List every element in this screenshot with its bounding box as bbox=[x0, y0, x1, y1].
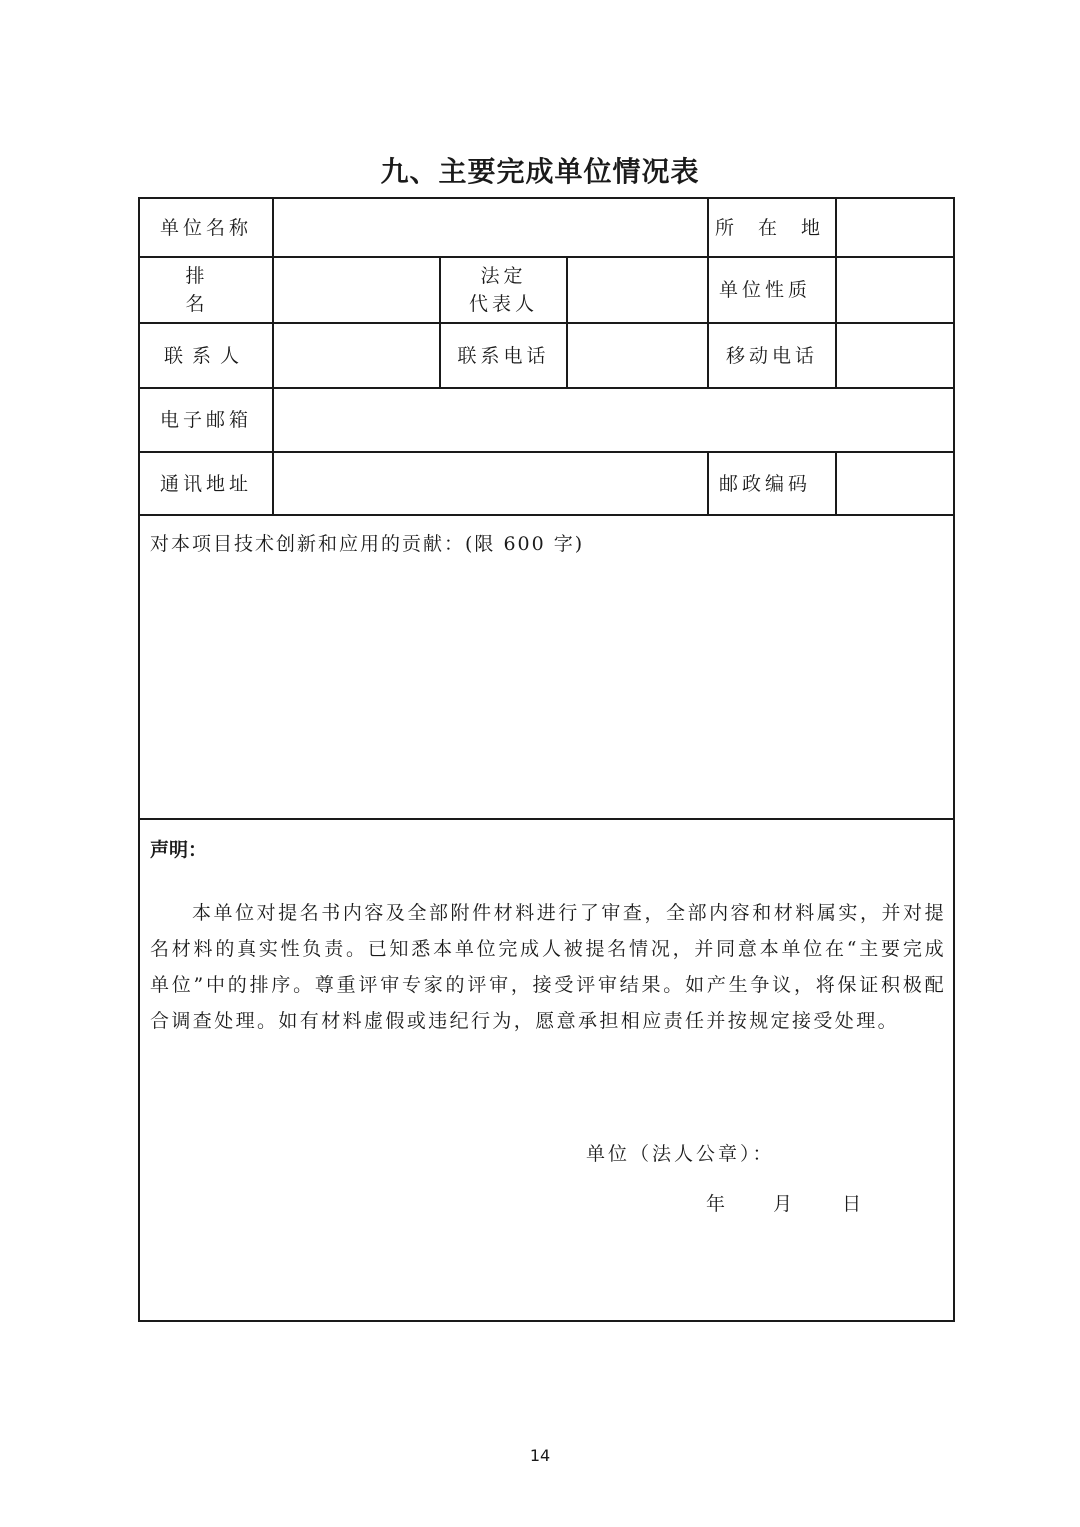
location-label: 所 在 地 bbox=[714, 216, 830, 239]
location-field[interactable] bbox=[837, 199, 955, 256]
mailing-address-label: 通讯地址 bbox=[159, 472, 252, 495]
unit-nature-field[interactable] bbox=[837, 258, 955, 322]
contact-phone-label: 联系电话 bbox=[457, 344, 550, 367]
contact-phone-field[interactable] bbox=[568, 324, 707, 387]
unit-info-form bbox=[138, 197, 955, 1322]
mobile-phone-field[interactable] bbox=[837, 324, 955, 387]
postcode-label: 邮政编码 bbox=[718, 472, 811, 495]
rank-label: 排名 bbox=[185, 265, 249, 315]
page-title: 九、主要完成单位情况表 bbox=[380, 155, 700, 188]
declaration-title: 声明： bbox=[150, 839, 208, 861]
seal-label: 单位（法人公章）： bbox=[586, 1143, 775, 1165]
unit-name-field[interactable] bbox=[274, 199, 707, 256]
contribution-field[interactable] bbox=[150, 569, 946, 809]
declaration-body: 本单位对提名书内容及全部附件材料进行了审查，全部内容和材料属实，并对提名材料的真实性负责。已知悉本单位完成人被提名情况，并同意本单位在“主要完成单位”中的排序。尊重评审专家的评审，接受评审结果。如产生争议，将保证积极配合调查处理。如有材料虚假或违纪行为，愿意承担相应责任并按规定接受处理。 bbox=[150, 902, 946, 1032]
mailing-address-field[interactable] bbox=[274, 453, 707, 514]
contact-person-field[interactable] bbox=[274, 324, 439, 387]
postcode-field[interactable] bbox=[837, 453, 955, 514]
legal-rep-label-line2: 代表人 bbox=[468, 293, 538, 315]
page-number: 14 bbox=[529, 1446, 551, 1465]
signature-date bbox=[706, 1189, 861, 1216]
legal-representative-field[interactable] bbox=[568, 258, 707, 322]
legal-representative-label bbox=[441, 258, 566, 322]
email-label: 电子邮箱 bbox=[159, 409, 252, 431]
date-month: 月 bbox=[773, 1193, 793, 1215]
date-day: 日 bbox=[842, 1193, 862, 1215]
contribution-label: 对本项目技术创新和应用的贡献：(限 600 字) bbox=[150, 533, 585, 555]
legal-rep-label-line1: 法定 bbox=[480, 265, 527, 287]
email-field[interactable] bbox=[274, 389, 955, 451]
contact-person-label: 联系人 bbox=[163, 344, 248, 367]
rank-field[interactable] bbox=[274, 258, 439, 322]
unit-name-label: 单位名称 bbox=[159, 216, 252, 239]
date-year: 年 bbox=[706, 1193, 726, 1215]
mobile-phone-label: 移动电话 bbox=[725, 344, 818, 367]
unit-nature-label: 单位性质 bbox=[718, 279, 811, 301]
